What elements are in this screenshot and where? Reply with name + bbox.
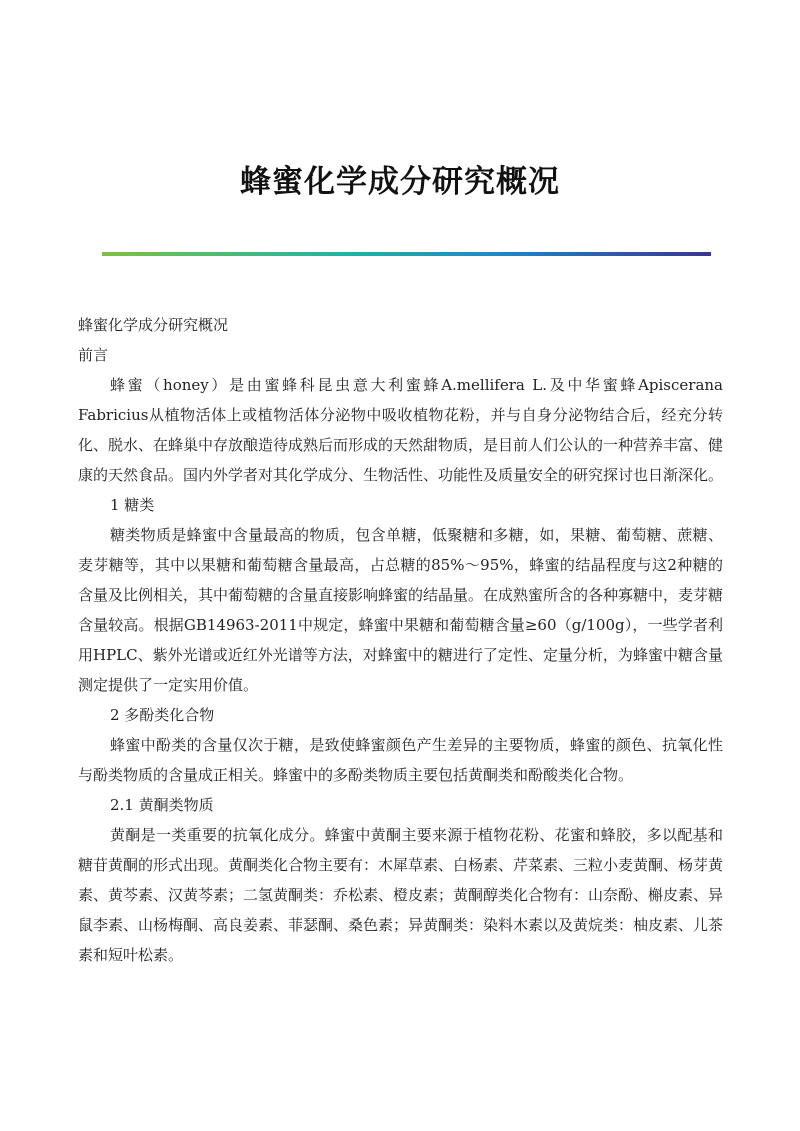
section-2-heading: 2 多酚类化合物 <box>110 706 215 724</box>
preface-paragraph: 蜂蜜（honey）是由蜜蜂科昆虫意大利蜜蜂A.mellifera L.及中华蜜蜂Apiscerana Fabricius从植物活体上或植物活体分泌物中吸收植物花粉，并与自身分泌物结合后，经充分转化、脱水、在蜂巢中存放酿造待成熟后而形成的天然甜物质，是目前人们公认的一种营养丰富、健康的天然食品。国内外学者对其化学成分、生物活性、功能性及质量安全的研究探讨也日渐深化。 <box>78 376 724 484</box>
document-title: 蜂蜜化学成分研究概况 <box>240 164 560 200</box>
document-subtitle: 蜂蜜化学成分研究概况 <box>78 316 229 334</box>
section-2-paragraph: 蜂蜜中酚类的含量仅次于糖，是致使蜂蜜颜色产生差异的主要物质，蜂蜜的颜色、抗氧化性与酚类物质的含量成正相关。蜂蜜中的多酚类物质主要包括黄酮类和酚酸类化合物。 <box>78 736 723 784</box>
title-divider <box>102 252 711 256</box>
section-1-paragraph: 糖类物质是蜂蜜中含量最高的物质，包含单糖，低聚糖和多糖，如，果糖、葡萄糖、蔗糖、麦芽糖等，其中以果糖和葡萄糖含量最高，占总糖的85%～95%，蜂蜜的结晶程度与这2种糖的含量及比例相关，其中葡萄糖的含量直接影响蜂蜜的结晶量。在成熟蜜所含的各种寡糖中，麦芽糖含量较高。根据GB14963-2011中规定，蜂蜜中果糖和葡萄糖含量≥60（g/100g），一些学者利用HPLC、紫外光谱或近红外光谱等方法，对蜂蜜中的糖进行了定性、定量分析，为蜂蜜中糖含量测定提供了一定实用价值。 <box>78 526 724 694</box>
section-2-1-paragraph: 黄酮是一类重要的抗氧化成分。蜂蜜中黄酮主要来源于植物花粉、花蜜和蜂胶，多以配基和糖苷黄酮的形式出现。黄酮类化合物主要有：木犀草素、白杨素、芹菜素、三粒小麦黄酮、杨芽黄素、黄芩素、汉黄芩素；二氢黄酮类：乔松素、橙皮素；黄酮醇类化合物有：山奈酚、槲皮素、异鼠李素、山杨梅酮、高良姜素、菲瑟酮、桑色素；异黄酮类：染料木素以及黄烷类：柚皮素、儿茶素和短叶松素。 <box>78 826 724 964</box>
preface-heading: 前言 <box>78 346 109 364</box>
section-2-1-heading: 2.1 黄酮类物质 <box>110 796 214 814</box>
document-body <box>78 310 723 970</box>
section-1-heading: 1 糖类 <box>110 496 155 514</box>
